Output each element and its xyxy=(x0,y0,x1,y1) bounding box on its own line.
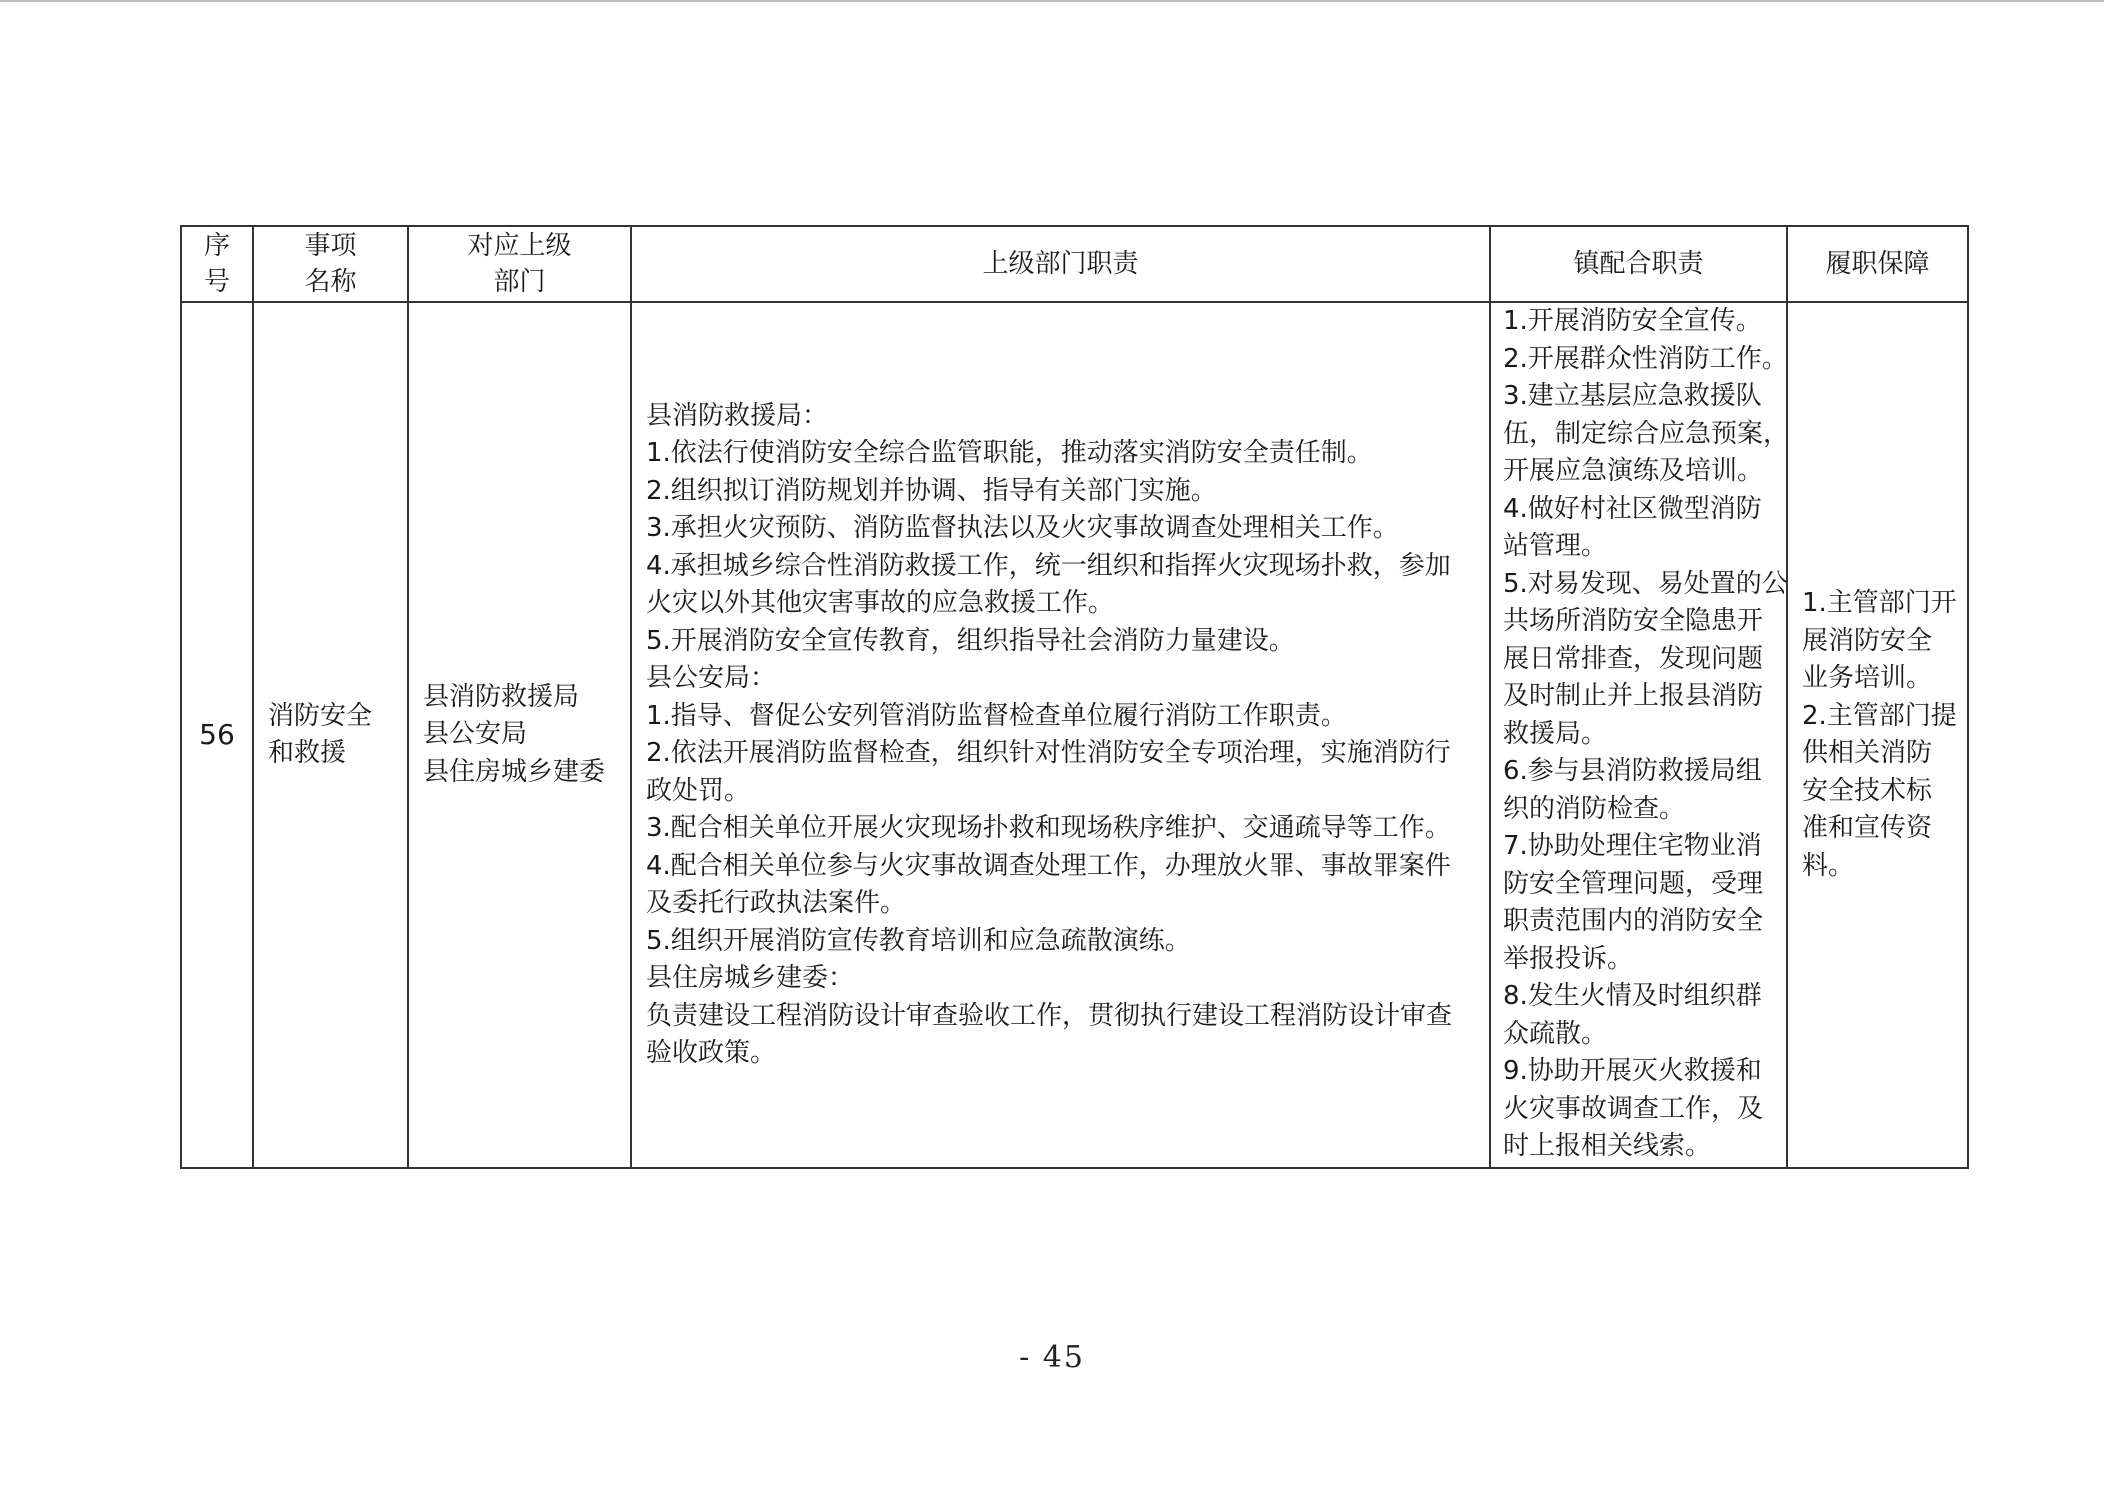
department-line: 县住房城乡建委 xyxy=(423,756,606,787)
town-duty-line: 9.协助开展灭火救援和 xyxy=(1503,1056,1762,1086)
town-duty-line: 8.发生火情及时组织群 xyxy=(1503,981,1762,1011)
town-duty-line: 及时制止并上报县消防 xyxy=(1503,681,1764,711)
header-guarantee xyxy=(1787,226,1968,302)
header-upper-duties xyxy=(631,226,1490,302)
town-duty-line: 3.建立基层应急救援队 xyxy=(1503,381,1762,411)
town-duty-line: 7.协助处理住宅物业消 xyxy=(1503,831,1762,861)
header-dept-line-2: 部门 xyxy=(493,267,546,297)
page-number: - 45 xyxy=(1019,1340,1085,1375)
guarantee-line: 1.主管部门开 xyxy=(1802,588,1957,618)
town-duty-line: 防安全管理问题，受理 xyxy=(1503,868,1764,899)
town-duty-line: 火灾事故调查工作，及 xyxy=(1503,1093,1764,1124)
town-duty-line: 1.开展消防安全宣传。 xyxy=(1503,306,1762,336)
town-duty-line: 6.参与县消防救援局组 xyxy=(1503,756,1762,786)
header-town-duties xyxy=(1490,226,1787,302)
upper-duty-line: 2.依法开展消防监督检查，组织针对性消防安全专项治理，实施消防行 xyxy=(646,738,1451,768)
upper-duty-line: 验收政策。 xyxy=(646,1038,777,1068)
town-duty-line: 2.开展群众性消防工作。 xyxy=(1503,343,1788,374)
town-duty-line: 4.做好村社区微型消防 xyxy=(1503,493,1762,524)
item-name-line: 消防安全 xyxy=(268,700,373,731)
upper-duty-line: 负责建设工程消防设计审查验收工作，贯彻执行建设工程消防设计审查 xyxy=(646,1000,1453,1031)
town-duty-line: 织的消防检查。 xyxy=(1503,793,1686,824)
header-row xyxy=(181,226,1968,302)
town-duty-line: 展日常排查，发现问题 xyxy=(1503,643,1764,674)
table-header xyxy=(181,226,1968,302)
town-duty-line: 职责范围内的消防安全 xyxy=(1503,906,1764,936)
upper-duty-line: 1.指导、督促公安列管消防监督检查单位履行消防工作职责。 xyxy=(646,700,1347,731)
header-dept-line-1: 对应上级 xyxy=(467,231,572,261)
guarantee-line: 安全技术标 xyxy=(1802,775,1933,806)
header-no-line-1: 序 xyxy=(203,231,230,261)
town-duty-line: 站管理。 xyxy=(1503,531,1608,561)
upper-duties-list xyxy=(646,398,1471,1073)
guarantee-line: 料。 xyxy=(1802,850,1855,881)
guarantee-line: 供相关消防 xyxy=(1802,738,1933,768)
town-duties-list xyxy=(1503,303,1790,1166)
guarantee-line: 准和宣传资 xyxy=(1802,813,1933,843)
cell-guarantee xyxy=(1787,302,1968,1168)
upper-duty-line: 政处罚。 xyxy=(646,775,751,806)
table-body xyxy=(181,302,1968,1168)
department-line: 县消防救援局 xyxy=(423,681,580,712)
upper-duty-line: 及委托行政执法案件。 xyxy=(646,888,907,918)
upper-duty-line: 3.配合相关单位开展火灾现场扑救和现场秩序维护、交通疏导等工作。 xyxy=(646,813,1451,843)
upper-duty-line: 2.组织拟订消防规划并协调、指导有关部门实施。 xyxy=(646,475,1217,506)
header-item-name xyxy=(253,226,408,302)
responsibility-table xyxy=(180,225,1969,1169)
upper-duty-line: 县住房城乡建委： xyxy=(646,963,855,993)
upper-duty-line: 5.组织开展消防宣传教育培训和应急疏散演练。 xyxy=(646,925,1191,956)
header-item-line-1: 事项 xyxy=(304,231,357,261)
town-duty-line: 5.对易发现、易处置的公 xyxy=(1503,568,1788,599)
header-department xyxy=(408,226,631,302)
header-no-line-2: 号 xyxy=(203,267,230,297)
upper-duty-line: 3.承担火灾预防、消防监督执法以及火灾事故调查处理相关工作。 xyxy=(646,513,1399,543)
guarantee-line: 展消防安全 xyxy=(1802,625,1933,656)
upper-duty-line: 5.开展消防安全宣传教育，组织指导社会消防力量建设。 xyxy=(646,625,1295,656)
header-town-label: 镇配合职责 xyxy=(1573,249,1704,279)
cell-upper-duties xyxy=(631,302,1490,1168)
town-duty-line: 举报投诉。 xyxy=(1503,943,1634,974)
cell-no: 56 xyxy=(181,302,253,1168)
page-top-border xyxy=(0,0,2104,2)
item-name-line: 和救援 xyxy=(268,738,347,768)
table-row xyxy=(181,302,1968,1168)
header-no xyxy=(181,226,253,302)
header-upper-label: 上级部门职责 xyxy=(982,249,1139,279)
upper-duty-line: 1.依法行使消防安全综合监管职能，推动落实消防安全责任制。 xyxy=(646,438,1373,468)
town-duty-line: 开展应急演练及培训。 xyxy=(1503,456,1764,486)
cell-item-name xyxy=(253,302,408,1168)
department-line: 县公安局 xyxy=(423,719,528,750)
town-duty-line: 伍，制定综合应急预案， xyxy=(1503,418,1790,449)
town-duty-line: 时上报相关线索。 xyxy=(1503,1131,1712,1161)
upper-duty-line: 县公安局： xyxy=(646,663,777,693)
town-duty-line: 共场所消防安全隐患开 xyxy=(1503,606,1764,636)
guarantee-line: 2.主管部门提 xyxy=(1802,700,1957,731)
cell-department xyxy=(408,302,631,1168)
header-guarantee-label: 履职保障 xyxy=(1825,249,1930,279)
header-item-line-2: 名称 xyxy=(304,267,357,297)
town-duty-line: 救援局。 xyxy=(1503,718,1608,749)
upper-duty-line: 4.承担城乡综合性消防救援工作，统一组织和指挥火灾现场扑救，参加 xyxy=(646,550,1451,581)
cell-town-duties xyxy=(1490,302,1790,1168)
upper-duty-line: 火灾以外其他灾害事故的应急救援工作。 xyxy=(646,588,1115,618)
upper-duty-line: 县消防救援局： xyxy=(646,400,829,431)
guarantee-list xyxy=(1802,585,1959,885)
guarantee-line: 业务培训。 xyxy=(1802,663,1933,693)
town-duty-line: 众疏散。 xyxy=(1503,1018,1608,1049)
upper-duty-line: 4.配合相关单位参与火灾事故调查处理工作，办理放火罪、事故罪案件 xyxy=(646,850,1451,881)
